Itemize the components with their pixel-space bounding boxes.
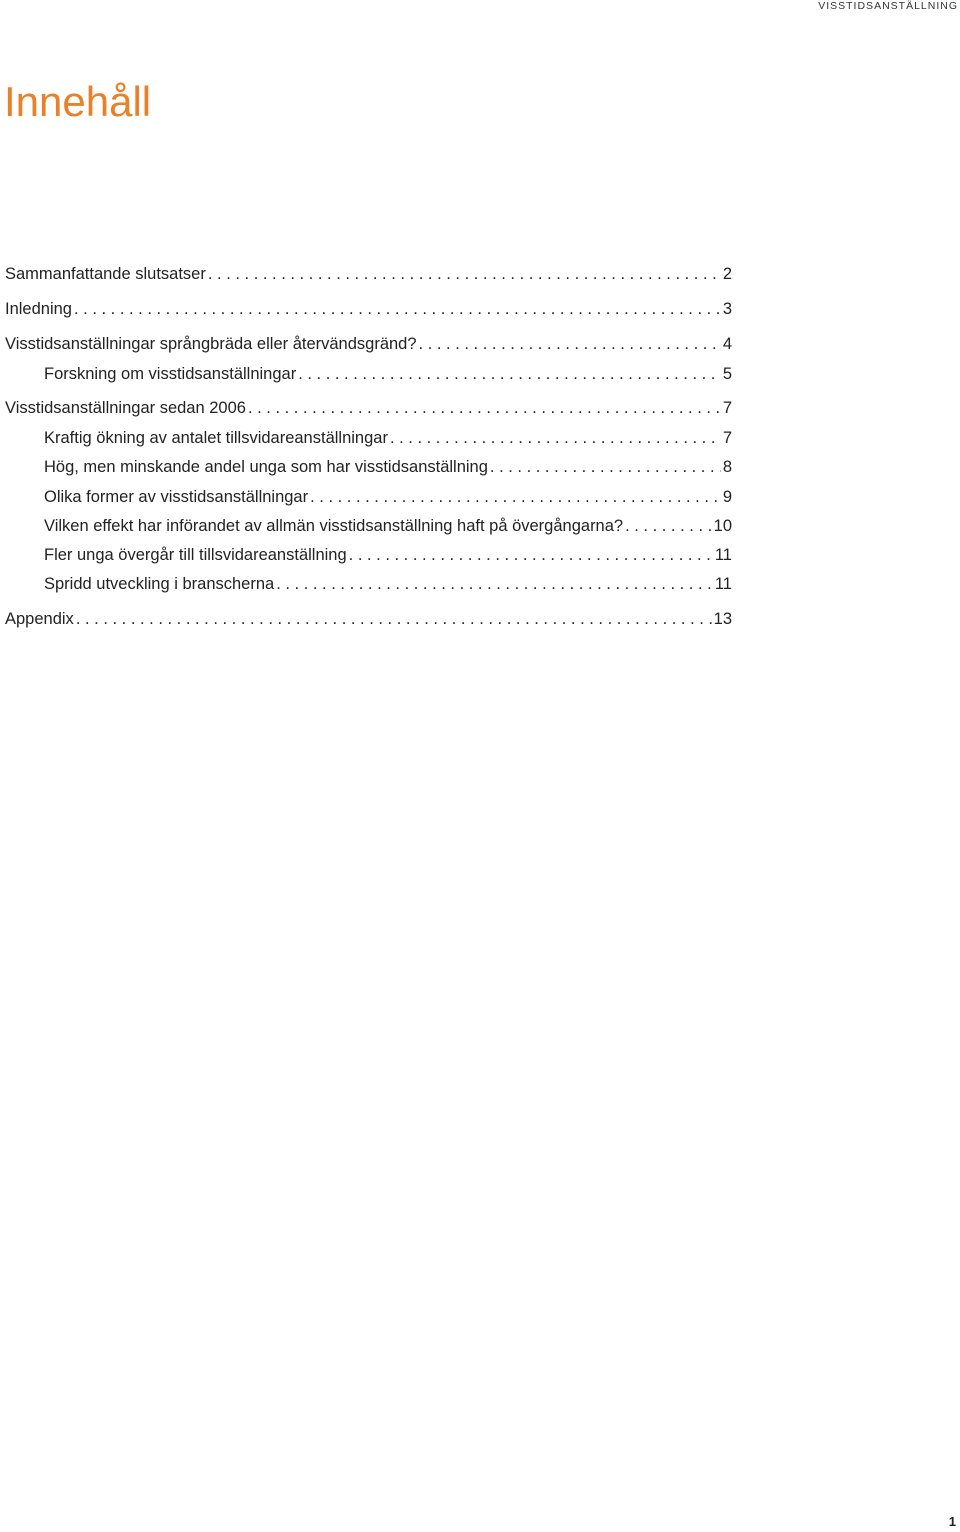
toc-entry-page: 4 [722, 335, 732, 353]
toc-entry-page: 8 [722, 458, 732, 476]
running-header: VISSTIDSANSTÄLLNING [818, 0, 958, 12]
toc-entry[interactable] [5, 398, 732, 418]
toc-entry[interactable] [5, 264, 732, 284]
dot-leader [349, 545, 713, 565]
toc-entry-page: 9 [722, 488, 732, 506]
toc-entry-label: Appendix [5, 610, 74, 628]
dot-leader [490, 457, 721, 477]
dot-leader [419, 334, 721, 354]
dot-leader [390, 428, 721, 448]
toc-entry[interactable] [5, 334, 732, 354]
toc-entry-label: Forskning om visstidsanställningar [44, 365, 297, 383]
toc-entry-label: Kraftig ökning av antalet tillsvidareanställningar [44, 429, 388, 447]
toc-entry[interactable] [44, 364, 732, 384]
toc-entry[interactable] [44, 457, 732, 477]
toc-entry-page: 7 [722, 399, 732, 417]
toc-entry-label: Fler unga övergår till tillsvidareanställning [44, 546, 347, 564]
dot-leader [76, 609, 712, 629]
toc-entry[interactable] [44, 516, 732, 536]
dot-leader [298, 364, 721, 384]
toc-entry-label: Hög, men minskande andel unga som har visstidsanställning [44, 458, 488, 476]
toc-entry[interactable] [44, 487, 732, 507]
toc-entry-page: 5 [722, 365, 732, 383]
toc-entry-label: Visstidsanställningar sedan 2006 [5, 399, 246, 417]
toc-entry-label: Olika former av visstidsanställningar [44, 488, 309, 506]
toc-entry-page: 7 [722, 429, 732, 447]
toc-entry-page: 13 [713, 610, 732, 628]
toc-entry-label: Inledning [5, 300, 72, 318]
page-number: 1 [948, 1514, 956, 1529]
toc-entry[interactable] [44, 574, 732, 594]
toc-entry-label: Vilken effekt har införandet av allmän visstidsanställning haft på övergångarna? [44, 517, 624, 535]
dot-leader [248, 398, 721, 418]
dot-leader [74, 299, 721, 319]
toc-entry[interactable] [44, 545, 732, 565]
toc-entry[interactable] [44, 428, 732, 448]
page-title: Innehåll [4, 78, 152, 125]
toc-entry[interactable] [5, 609, 732, 629]
dot-leader [625, 516, 712, 536]
dot-leader [276, 574, 713, 594]
dot-leader [310, 487, 721, 507]
toc-entry-label: Sammanfattande slutsatser [5, 265, 206, 283]
dot-leader [208, 264, 721, 284]
toc-entry-label: Spridd utveckling i branscherna [44, 575, 275, 593]
toc-entry-page: 3 [722, 300, 732, 318]
toc-entry-page: 2 [722, 265, 732, 283]
toc-entry-page: 10 [713, 517, 732, 535]
toc-entry-page: 11 [714, 546, 732, 564]
toc-entry[interactable] [5, 299, 732, 319]
toc-entry-label: Visstidsanställningar språngbräda eller återvändsgränd? [5, 335, 417, 353]
toc-entry-page: 11 [714, 575, 732, 593]
